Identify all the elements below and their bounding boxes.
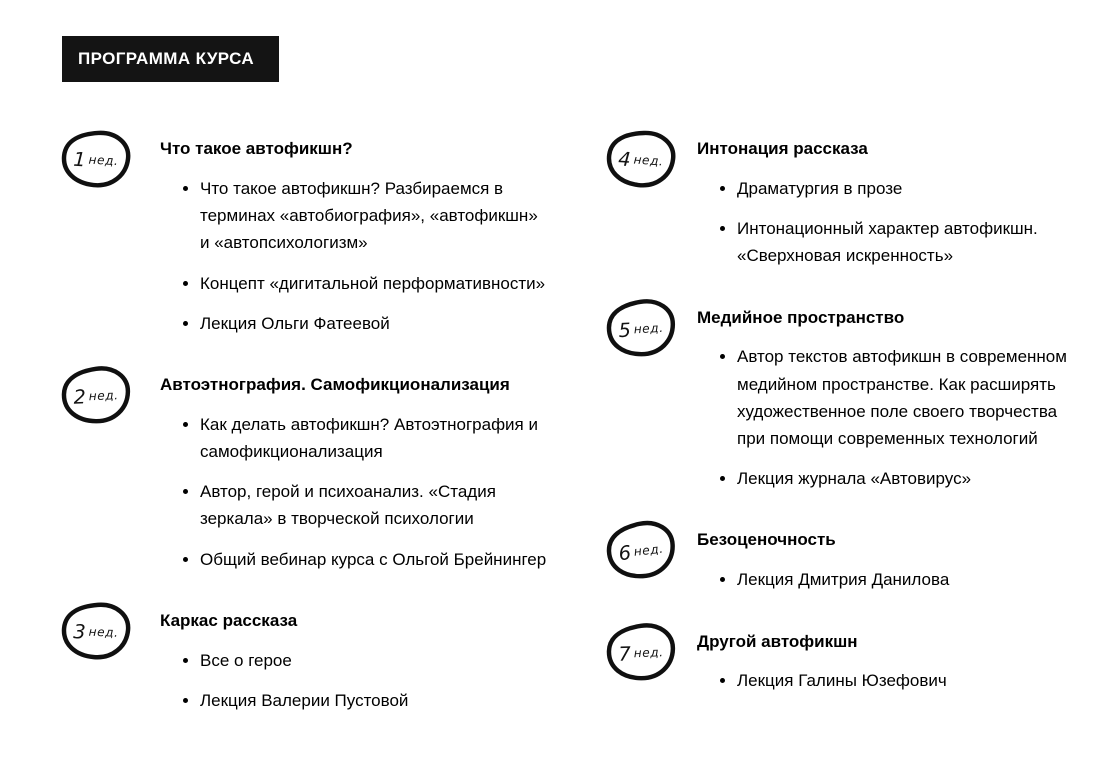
week-topic-item: • Лекция Галины Юзефович: [737, 667, 1085, 694]
week-topics-list: [697, 667, 1085, 694]
week-badge-label: 2 нед.: [73, 384, 119, 409]
week-topics-list: [160, 647, 548, 714]
hand-drawn-circle-icon: [56, 126, 135, 192]
week-title: Каркас рассказа: [160, 610, 298, 630]
week-badge-5: [603, 303, 697, 359]
week-badge-label: 3 нед.: [73, 619, 119, 643]
week-title: Другой автофикшн: [697, 631, 858, 651]
program-column-right: [603, 134, 1107, 747]
week-section-6: [603, 525, 1107, 606]
week-badge-7: [603, 627, 697, 683]
week-title: Автоэтнография. Самофикционализация: [160, 374, 510, 394]
week-topic-item: • Интонационный характер автофикшн. «Сверхновая искренность»: [737, 215, 1085, 269]
week-title: Медийное пространство: [697, 307, 905, 327]
week-topic-item: • Как делать автофикшн? Автоэтнография и самофикционализация: [200, 411, 548, 465]
hand-drawn-circle-icon: [601, 295, 680, 361]
week-topic-item: • Лекция Валерии Пустовой: [200, 687, 548, 714]
week-title: Интонация рассказа: [697, 139, 868, 158]
week-topics-list: [697, 343, 1085, 492]
hand-drawn-circle-icon: [57, 598, 135, 663]
hand-drawn-circle-icon: [600, 516, 682, 586]
week-section-4: [603, 134, 1107, 283]
week-section-1: [58, 134, 603, 350]
week-topic-item: • Общий вебинар курса с Ольгой Брейнингер: [200, 546, 548, 573]
week-content: [697, 134, 1085, 283]
week-topic-item: • Лекция Ольги Фатеевой: [200, 310, 548, 337]
week-section-7: [603, 627, 1107, 708]
week-content: [160, 134, 548, 350]
week-content: [697, 303, 1085, 506]
week-content: [697, 627, 1085, 708]
week-title: Безоценочность: [697, 530, 836, 550]
week-badge-label: 5 нед.: [617, 317, 664, 342]
program-column-left: [58, 134, 603, 747]
hand-drawn-circle-icon: [602, 619, 680, 684]
week-topic-item: • Лекция Дмитрия Данилова: [737, 566, 1085, 593]
week-topics-list: [697, 566, 1085, 593]
week-section-3: [58, 606, 603, 727]
week-topic-item: • Автор текстов автофикшн в современном медийном пространстве. Как расширять художественное поле своего творчества при помощи современных технологий: [737, 343, 1085, 452]
week-topics-list: [697, 175, 1085, 270]
hand-drawn-circle-icon: [601, 125, 681, 192]
week-content: [160, 606, 548, 727]
week-badge-2: [58, 370, 160, 426]
week-badge-4: [603, 134, 697, 190]
program-columns: [58, 134, 1107, 747]
week-badge-label: 6нед.: [617, 540, 665, 566]
week-section-5: [603, 303, 1107, 506]
week-topics-list: [160, 411, 548, 573]
week-topic-item: • Лекция журнала «Автовирус»: [737, 465, 1085, 492]
week-badge-6: [603, 525, 697, 581]
week-content: [697, 525, 1085, 606]
week-badge-label: 4 нед.: [617, 146, 664, 171]
hand-drawn-circle-icon: [57, 363, 135, 428]
week-badge-3: [58, 606, 160, 662]
week-topics-list: [160, 175, 548, 337]
week-badge-1: [58, 134, 160, 190]
week-section-2: [58, 370, 603, 586]
week-topic-item: • Что такое автофикшн? Разбираемся в терминах «автобиография», «автофикшн» и «автопсихологизм»: [200, 175, 548, 257]
week-topic-item: • Драматургия в прозе: [737, 175, 1085, 202]
week-badge-label: 7 нед.: [618, 641, 664, 665]
week-topic-item: • Автор, герой и психоанализ. «Стадия зеркала» в творческой психологии: [200, 478, 548, 532]
week-topic-item: • Концепт «дигитальной перформативности»: [200, 270, 548, 297]
week-title: Что такое автофикшн?: [160, 139, 353, 158]
page-title: ПРОГРАММА КУРСА: [62, 36, 279, 82]
week-badge-label: 1 нед.: [72, 147, 119, 171]
week-content: [160, 370, 548, 586]
week-topic-item: • Все о герое: [200, 647, 548, 674]
